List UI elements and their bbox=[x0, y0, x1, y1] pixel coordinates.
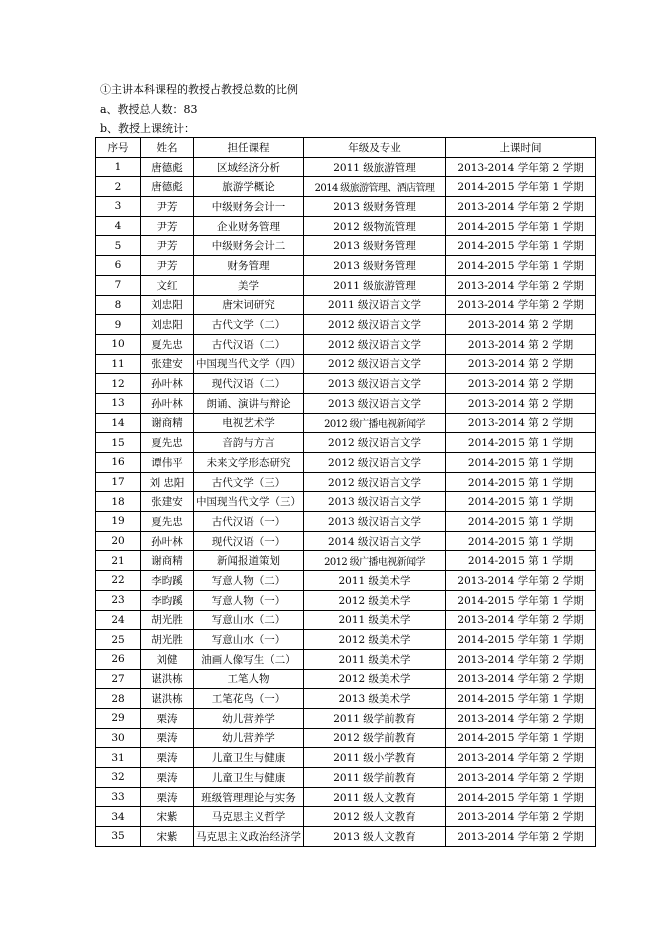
table-row bbox=[96, 472, 596, 492]
row-index: 15 bbox=[96, 433, 141, 453]
row-index: 25 bbox=[96, 630, 141, 650]
grade-major: 2011 级学前教育 bbox=[304, 708, 446, 728]
schedule: 2014-2015 学年第 1 学期 bbox=[446, 256, 596, 276]
course-name: 中国现当代文学（三） bbox=[194, 492, 304, 512]
course-stats-label: b、教授上课统计： bbox=[100, 122, 196, 135]
table-row bbox=[96, 669, 596, 689]
schedule: 2014-2015 学年第 1 学期 bbox=[446, 630, 596, 650]
grade-major: 2012 级美术学 bbox=[304, 669, 446, 689]
header-course: 担任课程 bbox=[194, 138, 304, 158]
professor-total-line: a、教授总人数：83 bbox=[100, 103, 198, 116]
table-row bbox=[96, 354, 596, 374]
table-row bbox=[96, 512, 596, 532]
row-index: 6 bbox=[96, 256, 141, 276]
grade-major: 2012 级汉语言文学 bbox=[304, 354, 446, 374]
professor-name: 刘健 bbox=[141, 649, 194, 669]
schedule: 2013-2014 学年第 2 学期 bbox=[446, 275, 596, 295]
row-index: 3 bbox=[96, 197, 141, 217]
professor-name: 谌洪栋 bbox=[141, 689, 194, 709]
professor-name: 夏先忠 bbox=[141, 433, 194, 453]
table-row bbox=[96, 433, 596, 453]
professor-name: 尹芳 bbox=[141, 216, 194, 236]
professor-name: 刘 忠阳 bbox=[141, 472, 194, 492]
course-name: 工笔花鸟（一） bbox=[194, 689, 304, 709]
schedule: 2013-2014 学年第 2 学期 bbox=[446, 649, 596, 669]
schedule: 2014-2015 学年第 1 学期 bbox=[446, 689, 596, 709]
schedule: 2013-2014 学年第 2 学期 bbox=[446, 827, 596, 847]
course-name: 马克思主义政治经济学 bbox=[194, 827, 304, 847]
grade-major: 2011 级小学教育 bbox=[304, 748, 446, 768]
grade-major: 2013 级财务管理 bbox=[304, 197, 446, 217]
professor-name: 胡光胜 bbox=[141, 610, 194, 630]
schedule: 2014-2015 学年第 1 学期 bbox=[446, 216, 596, 236]
table-row bbox=[96, 197, 596, 217]
course-name: 唐宋词研究 bbox=[194, 295, 304, 315]
course-name: 幼儿营养学 bbox=[194, 708, 304, 728]
professor-name: 张建安 bbox=[141, 354, 194, 374]
row-index: 1 bbox=[96, 157, 141, 177]
schedule: 2014-2015 第 1 学期 bbox=[446, 472, 596, 492]
professor-name: 孙叶林 bbox=[141, 374, 194, 394]
professor-name: 栗涛 bbox=[141, 708, 194, 728]
grade-major: 2013 级汉语言文学 bbox=[304, 374, 446, 394]
grade-major: 2012 级物流管理 bbox=[304, 216, 446, 236]
row-index: 22 bbox=[96, 571, 141, 591]
row-index: 23 bbox=[96, 590, 141, 610]
table-row bbox=[96, 531, 596, 551]
grade-major: 2013 级美术学 bbox=[304, 689, 446, 709]
schedule: 2013-2014 学年第 2 学期 bbox=[446, 807, 596, 827]
course-name: 区域经济分析 bbox=[194, 157, 304, 177]
row-index: 34 bbox=[96, 807, 141, 827]
course-name: 中级财务会计二 bbox=[194, 236, 304, 256]
professor-name: 宋紫 bbox=[141, 827, 194, 847]
grade-major: 2012 级人文教育 bbox=[304, 807, 446, 827]
row-index: 26 bbox=[96, 649, 141, 669]
professor-name: 孙叶林 bbox=[141, 393, 194, 413]
row-index: 2 bbox=[96, 177, 141, 197]
row-index: 9 bbox=[96, 315, 141, 335]
header-name: 姓名 bbox=[141, 138, 194, 158]
course-name: 马克思主义哲学 bbox=[194, 807, 304, 827]
table-row bbox=[96, 413, 596, 433]
schedule: 2014-2015 第 1 学期 bbox=[446, 433, 596, 453]
course-name: 中国现当代文学（四） bbox=[194, 354, 304, 374]
professor-name: 尹芳 bbox=[141, 197, 194, 217]
schedule: 2014-2015 第 1 学期 bbox=[446, 453, 596, 473]
grade-major: 2013 级人文教育 bbox=[304, 827, 446, 847]
table-header-row bbox=[96, 138, 596, 158]
professor-name: 刘忠阳 bbox=[141, 315, 194, 335]
professor-name: 谭伟平 bbox=[141, 453, 194, 473]
grade-major: 2012 级汉语言文学 bbox=[304, 334, 446, 354]
table-row bbox=[96, 827, 596, 847]
course-name: 未来文学形态研究 bbox=[194, 453, 304, 473]
schedule: 2013-2014 学年第 2 学期 bbox=[446, 708, 596, 728]
grade-major: 2013 级汉语言文学 bbox=[304, 492, 446, 512]
grade-major: 2012 级广播电视新闻学 bbox=[304, 551, 446, 571]
professor-name: 文红 bbox=[141, 275, 194, 295]
course-name: 电视艺术学 bbox=[194, 413, 304, 433]
course-name: 儿童卫生与健康 bbox=[194, 748, 304, 768]
professor-name: 谢商精 bbox=[141, 551, 194, 571]
table-body bbox=[96, 157, 596, 846]
row-index: 28 bbox=[96, 689, 141, 709]
professor-name: 宋紫 bbox=[141, 807, 194, 827]
course-name: 班级管理理论与实务 bbox=[194, 787, 304, 807]
schedule: 2013-2014 第 2 学期 bbox=[446, 393, 596, 413]
table-row bbox=[96, 393, 596, 413]
table-row bbox=[96, 236, 596, 256]
table-row bbox=[96, 275, 596, 295]
professor-name: 李昀蹊 bbox=[141, 590, 194, 610]
table-row bbox=[96, 334, 596, 354]
schedule: 2013-2014 学年第 2 学期 bbox=[446, 571, 596, 591]
row-index: 14 bbox=[96, 413, 141, 433]
professor-name: 谌洪栋 bbox=[141, 669, 194, 689]
row-index: 12 bbox=[96, 374, 141, 394]
professor-name: 张建安 bbox=[141, 492, 194, 512]
schedule: 2014-2015 第 1 学期 bbox=[446, 512, 596, 532]
table-row bbox=[96, 157, 596, 177]
grade-major: 2014 级汉语言文学 bbox=[304, 531, 446, 551]
grade-major: 2012 级学前教育 bbox=[304, 728, 446, 748]
row-index: 7 bbox=[96, 275, 141, 295]
row-index: 33 bbox=[96, 787, 141, 807]
schedule: 2014-2015 学年第 1 学期 bbox=[446, 236, 596, 256]
course-name: 古代文学（三） bbox=[194, 472, 304, 492]
professor-name: 夏先忠 bbox=[141, 512, 194, 532]
grade-major: 2012 级广播电视新闻学 bbox=[304, 413, 446, 433]
row-index: 31 bbox=[96, 748, 141, 768]
course-name: 中级财务会计一 bbox=[194, 197, 304, 217]
grade-major: 2011 级美术学 bbox=[304, 571, 446, 591]
row-index: 24 bbox=[96, 610, 141, 630]
table-row bbox=[96, 551, 596, 571]
row-index: 21 bbox=[96, 551, 141, 571]
schedule: 2014-2015 学年第 1 学期 bbox=[446, 787, 596, 807]
grade-major: 2011 级人文教育 bbox=[304, 787, 446, 807]
course-name: 财务管理 bbox=[194, 256, 304, 276]
row-index: 5 bbox=[96, 236, 141, 256]
grade-major: 2012 级汉语言文学 bbox=[304, 453, 446, 473]
grade-major: 2012 级美术学 bbox=[304, 630, 446, 650]
schedule: 2013-2014 学年第 2 学期 bbox=[446, 610, 596, 630]
schedule: 2014-2015 学年第 1 学期 bbox=[446, 590, 596, 610]
table-row bbox=[96, 256, 596, 276]
course-name: 油画人像写生（二） bbox=[194, 649, 304, 669]
table-row bbox=[96, 728, 596, 748]
row-index: 4 bbox=[96, 216, 141, 236]
professor-name: 唐德彪 bbox=[141, 157, 194, 177]
table-row bbox=[96, 768, 596, 788]
professor-name: 夏先忠 bbox=[141, 334, 194, 354]
course-name: 写意山水（一） bbox=[194, 630, 304, 650]
row-index: 20 bbox=[96, 531, 141, 551]
row-index: 27 bbox=[96, 669, 141, 689]
grade-major: 2013 级财务管理 bbox=[304, 236, 446, 256]
professor-name: 刘忠阳 bbox=[141, 295, 194, 315]
grade-major: 2013 级汉语言文学 bbox=[304, 512, 446, 532]
schedule: 2013-2014 学年第 2 学期 bbox=[446, 197, 596, 217]
table-row bbox=[96, 315, 596, 335]
grade-major: 2011 级旅游管理 bbox=[304, 275, 446, 295]
row-index: 17 bbox=[96, 472, 141, 492]
table-row bbox=[96, 649, 596, 669]
professor-name: 李昀蹊 bbox=[141, 571, 194, 591]
schedule: 2013-2014 第 2 学期 bbox=[446, 315, 596, 335]
schedule: 2013-2014 学年第 2 学期 bbox=[446, 748, 596, 768]
course-name: 美学 bbox=[194, 275, 304, 295]
professor-name: 尹芳 bbox=[141, 256, 194, 276]
course-name: 古代文学（二） bbox=[194, 315, 304, 335]
grade-major: 2013 级财务管理 bbox=[304, 256, 446, 276]
row-index: 30 bbox=[96, 728, 141, 748]
course-name: 现代汉语（一） bbox=[194, 531, 304, 551]
table-row bbox=[96, 177, 596, 197]
table-row bbox=[96, 787, 596, 807]
grade-major: 2011 级旅游管理 bbox=[304, 157, 446, 177]
grade-major: 2011 级学前教育 bbox=[304, 768, 446, 788]
table-row bbox=[96, 374, 596, 394]
professor-name: 栗涛 bbox=[141, 787, 194, 807]
schedule: 2013-2014 第 2 学期 bbox=[446, 354, 596, 374]
course-name: 现代汉语（二） bbox=[194, 374, 304, 394]
table-row bbox=[96, 492, 596, 512]
schedule: 2013-2014 第 2 学期 bbox=[446, 374, 596, 394]
schedule: 2014-2015 第 1 学期 bbox=[446, 531, 596, 551]
row-index: 16 bbox=[96, 453, 141, 473]
professor-name: 谢商精 bbox=[141, 413, 194, 433]
course-name: 幼儿营养学 bbox=[194, 728, 304, 748]
course-name: 旅游学概论 bbox=[194, 177, 304, 197]
course-name: 儿童卫生与健康 bbox=[194, 768, 304, 788]
course-table bbox=[95, 137, 596, 847]
row-index: 11 bbox=[96, 354, 141, 374]
table-row bbox=[96, 216, 596, 236]
schedule: 2013-2014 学年第 2 学期 bbox=[446, 768, 596, 788]
schedule: 2013-2014 第 2 学期 bbox=[446, 413, 596, 433]
grade-major: 2012 级汉语言文学 bbox=[304, 315, 446, 335]
row-index: 35 bbox=[96, 827, 141, 847]
table-row bbox=[96, 610, 596, 630]
header-grade-major: 年级及专业 bbox=[304, 138, 446, 158]
schedule: 2014-2015 学年第 1 学期 bbox=[446, 177, 596, 197]
grade-major: 2011 级汉语言文学 bbox=[304, 295, 446, 315]
row-index: 8 bbox=[96, 295, 141, 315]
table-row bbox=[96, 590, 596, 610]
professor-name: 孙叶林 bbox=[141, 531, 194, 551]
row-index: 18 bbox=[96, 492, 141, 512]
course-name: 写意人物（二） bbox=[194, 571, 304, 591]
grade-major: 2011 级美术学 bbox=[304, 610, 446, 630]
course-name: 写意山水（二） bbox=[194, 610, 304, 630]
grade-major: 2014 级旅游管理、酒店管理 bbox=[304, 177, 446, 197]
section-heading: ①主讲本科课程的教授占教授总数的比例 bbox=[100, 83, 298, 96]
table-row bbox=[96, 689, 596, 709]
header-schedule: 上课时间 bbox=[446, 138, 596, 158]
course-name: 企业财务管理 bbox=[194, 216, 304, 236]
row-index: 29 bbox=[96, 708, 141, 728]
professor-name: 栗涛 bbox=[141, 748, 194, 768]
schedule: 2013-2014 学年第 2 学期 bbox=[446, 157, 596, 177]
professor-name: 栗涛 bbox=[141, 768, 194, 788]
grade-major: 2013 级汉语言文学 bbox=[304, 393, 446, 413]
course-name: 古代汉语（二） bbox=[194, 334, 304, 354]
table-row bbox=[96, 295, 596, 315]
course-name: 写意人物（一） bbox=[194, 590, 304, 610]
schedule: 2014-2015 第 1 学期 bbox=[446, 551, 596, 571]
schedule: 2014-2015 学年第 1 学期 bbox=[446, 728, 596, 748]
row-index: 10 bbox=[96, 334, 141, 354]
table-row bbox=[96, 453, 596, 473]
table-row bbox=[96, 708, 596, 728]
grade-major: 2012 级汉语言文学 bbox=[304, 433, 446, 453]
header-index: 序号 bbox=[96, 138, 141, 158]
schedule: 2013-2014 学年第 2 学期 bbox=[446, 295, 596, 315]
row-index: 19 bbox=[96, 512, 141, 532]
grade-major: 2011 级美术学 bbox=[304, 649, 446, 669]
grade-major: 2012 级美术学 bbox=[304, 590, 446, 610]
course-name: 朗诵、演讲与辩论 bbox=[194, 393, 304, 413]
professor-name: 唐德彪 bbox=[141, 177, 194, 197]
course-name: 古代汉语（一） bbox=[194, 512, 304, 532]
grade-major: 2012 级汉语言文学 bbox=[304, 472, 446, 492]
course-name: 音韵与方言 bbox=[194, 433, 304, 453]
table-row bbox=[96, 571, 596, 591]
professor-name: 胡光胜 bbox=[141, 630, 194, 650]
row-index: 32 bbox=[96, 768, 141, 788]
row-index: 13 bbox=[96, 393, 141, 413]
professor-name: 尹芳 bbox=[141, 236, 194, 256]
schedule: 2013-2014 第 2 学期 bbox=[446, 334, 596, 354]
professor-name: 栗涛 bbox=[141, 728, 194, 748]
course-name: 新闻报道策划 bbox=[194, 551, 304, 571]
table-row bbox=[96, 630, 596, 650]
schedule: 2013-2014 学年第 2 学期 bbox=[446, 669, 596, 689]
course-name: 工笔人物 bbox=[194, 669, 304, 689]
table-row bbox=[96, 748, 596, 768]
table-row bbox=[96, 807, 596, 827]
schedule: 2014-2015 第 1 学期 bbox=[446, 492, 596, 512]
